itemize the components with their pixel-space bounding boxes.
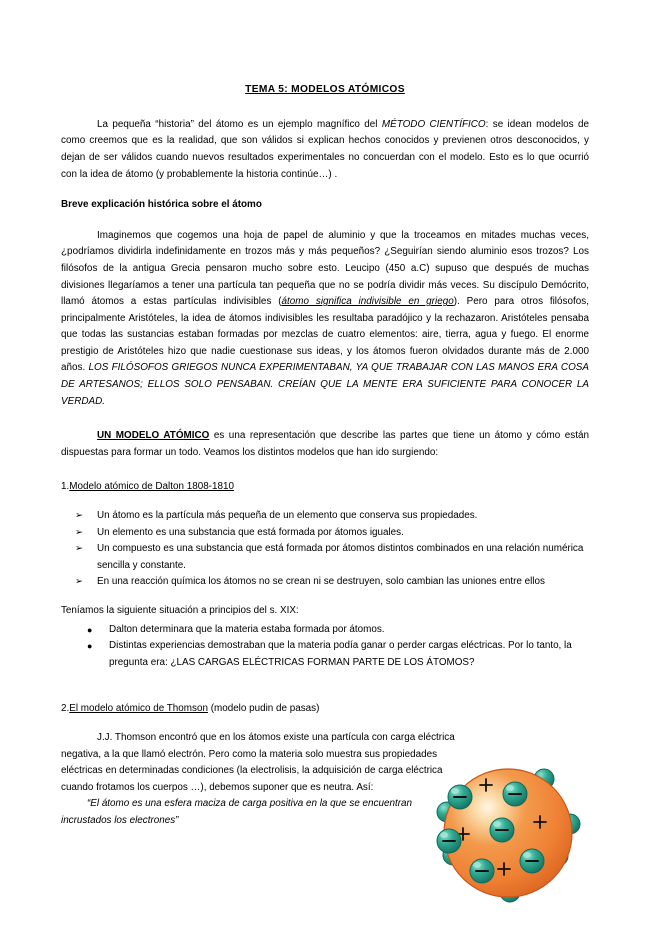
arrow-bullet-icon: ➢	[75, 526, 83, 538]
list-item	[61, 541, 589, 574]
historia-text-part-1: Imaginemos que cogemos una hoja de papel de aluminio y que la troceamos en mitades muchas veces, ¿podríamos dividirla indefinidamente en trozos más y más pequeños? ¿Seguirían siendo aluminio esos trozos? Los filósofos de la antigua Grecia pensaron mucho sobre esto. Leucipo (450 a.C) supuso que después de muchas divisiones llegaríamos a tener una partícula tan pequeña que no se podría dividir más veces. Su discípulo Demócrito, llamó átomos a estas partículas indivisibles (	[61, 229, 589, 308]
arrow-bullet-icon: ➢	[75, 510, 83, 522]
intro-text-part-2: : se idean modelos de como creemos que es la realidad, que son válidos si explican hechos conocidos y previenen otros desconocidos, y dejan de ser válidos cuando nuevos resultados experimentales no concuerdan con el modelo. Esto es lo que ocurrió con la idea de átomo (y probablemente la historia continúe…) .	[61, 118, 589, 180]
thomson-quote-line-1: “El átomo es una esfera maciza de carga positiva en la que se encuentran	[87, 798, 412, 810]
list-item-label: Un átomo es la partícula más pequeña de un elemento que conserva sus propiedades.	[97, 510, 478, 522]
list-item	[61, 525, 589, 542]
thomson-quote-line-2: incrustados los electrones”	[61, 814, 179, 826]
dalton-heading-text: Modelo atómico de Dalton 1808-1810	[69, 481, 234, 493]
thomson-paragraph-column	[61, 730, 461, 830]
dalton-number: 1.	[61, 481, 70, 493]
historia-text-part-2: ). Pero para otros filósofos, principalmente Aristóteles, la idea de átomos indivisibles les resultaba paradójico y la rechazaron. Aristóteles pensaba que todas las sustancias estaban formadas por mezclas de cuatro elementos: aire, tierra, agua y fuego. El enorme prestigio de Aristóteles hizo que nadie cuestionase sus ideas, y los átomos fueron olvidados durante más de 2.000 años.	[61, 296, 589, 374]
arrow-bullet-icon: ➢	[75, 576, 83, 588]
list-item	[61, 508, 589, 525]
situation-list	[61, 622, 589, 672]
historia-emphasis-term: átomo significa indivisible en griego	[281, 296, 454, 308]
list-item-label: Dalton determinara que la materia estaba formada por átomos.	[109, 623, 385, 635]
list-item-label: Un compuesto es una substancia que está formada por átomos distintos combinados en una relación numérica sencilla y constante.	[97, 543, 584, 571]
thomson-content-block	[61, 730, 589, 830]
list-item	[61, 574, 589, 591]
electron	[520, 849, 544, 873]
page-title: TEMA 5: MODELOS ATÓMICOS	[245, 84, 405, 95]
modelo-atomico-paragraph	[61, 428, 589, 461]
dot-bullet-icon: ●	[87, 624, 93, 635]
list-item-label: Distintas experiencias demostraban que la materia podía ganar o perder cargas eléctricas. Por lo tanto, la pregunta era: ¿LAS CARGAS ELÉCTRICAS FORMAN PARTE DE LOS ÁTOMOS?	[109, 640, 572, 668]
section-heading-historica: Breve explicación histórica sobre el átomo	[61, 199, 262, 211]
thomson-atom-figure	[418, 752, 603, 930]
historia-paragraph	[61, 228, 589, 411]
intro-italic-term: MÉTODO CIENTÍFICO	[381, 118, 486, 130]
arrow-bullet-icon: ➢	[75, 543, 83, 555]
electron	[490, 818, 514, 842]
electron	[470, 859, 494, 883]
historia-italic-tail: LOS FILÓSOFOS GRIEGOS NUNCA EXPERIMENTABAN, YA QUE TRABAJAR CON LAS MANOS ERA COSA DE ARTESANOS; ELLOS SOLO PENSABAN. CREÍAN QUE LA MENTE ERA SUFICIENTE PARA CONOCER LA VERDAD.	[61, 362, 589, 407]
thomson-paragraph: J.J. Thomson encontró que en los átomos existe una partícula con carga eléctrica negativa, a la que llamó electrón. Pero como la materia solo muestra sus propiedades eléctricas en determinadas condiciones (la electrolisis, la adquisición de carga eléctrica cuando frotamos los cuerpos …), debemos suponer que es neutra. Así:	[61, 731, 455, 793]
thomson-heading-text: El modelo atómico de Thomson	[69, 703, 208, 715]
list-item-label: En una reacción química los átomos no se crean ni se destruyen, solo cambian las uniones entre ellos	[97, 576, 545, 588]
situation-lead-text: Teníamos la siguiente situación a principios del s. XIX:	[61, 605, 299, 617]
section-heading-thomson	[61, 701, 589, 718]
dot-bullet-icon: ●	[87, 641, 93, 652]
list-item-label: Un elemento es una substancia que está formada por átomos iguales.	[97, 526, 404, 538]
section-heading-dalton	[61, 479, 589, 496]
electron	[437, 829, 461, 853]
list-item	[61, 622, 589, 639]
electron	[448, 785, 472, 809]
electron	[503, 782, 527, 806]
thomson-heading-rest: (modelo pudin de pasas)	[207, 703, 320, 715]
modelo-atomico-term: UN MODELO ATÓMICO	[97, 430, 210, 442]
thomson-number: 2.	[61, 703, 70, 715]
intro-paragraph	[61, 117, 589, 183]
intro-text-part-1: La pequeña “historia” del átomo es un ejemplo magnífico del	[97, 118, 382, 130]
list-item	[61, 638, 589, 671]
modelo-atomico-rest: es una representación que describe las partes que tiene un átomo y cómo están dispuestas para formar un todo. Veamos los distintos modelos que han ido surgiendo:	[61, 430, 589, 458]
dalton-postulates-list	[61, 508, 589, 591]
